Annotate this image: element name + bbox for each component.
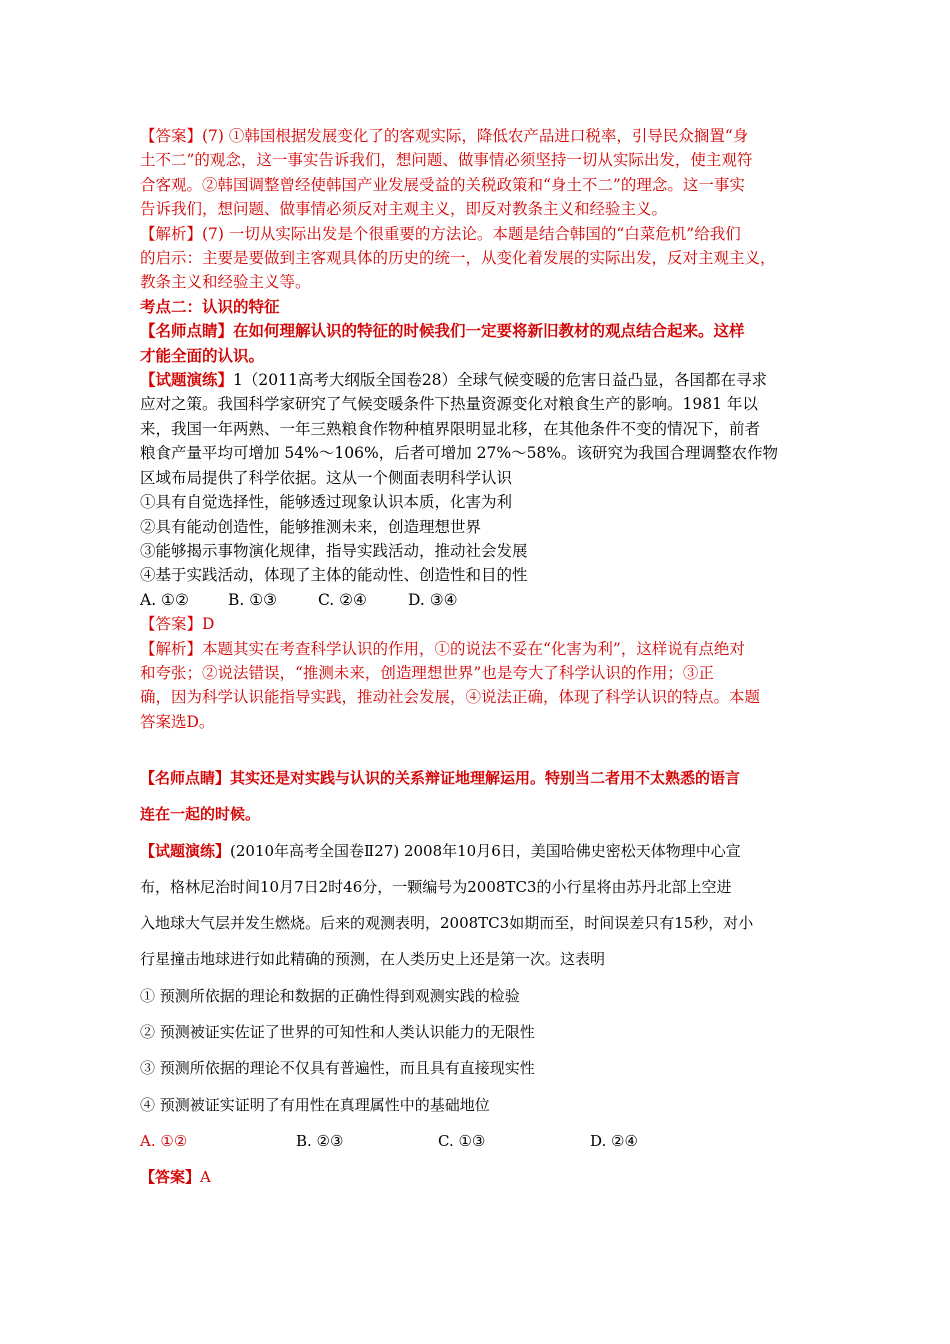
list-item: ① 预测所依据的理论和数据的正确性得到观测实践的检验 xyxy=(140,986,520,1005)
text-line: 【名师点睛】其实还是对实践与认识的关系辩证地理解运用。特别当二者用不太熟悉的语言 xyxy=(140,769,741,787)
list-item: ② 预测被证实佐证了世界的可知性和人类认识能力的无限性 xyxy=(140,1023,535,1042)
text-line: 确，因为科学认识能指导实践，推动社会发展，④说法正确，体现了科学认识的特点。本题 xyxy=(140,688,761,707)
section-two xyxy=(140,760,815,1196)
text-line: 告诉我们，想问题、做事情必须反对主观主义，即反对教条主义和经验主义。 xyxy=(140,200,668,219)
option-a: A. ①② xyxy=(140,590,189,609)
text-line: 【答案】(7) ①韩国根据发展变化了的客观实际，降低农产品进口税率，引导民众搁置“身 xyxy=(140,127,749,145)
text-line: 【名师点睛】在如何理解认识的特征的时候我们一定要将新旧教材的观点结合起来。这样 xyxy=(140,321,745,341)
exercise-block-2 xyxy=(140,833,815,1160)
text-line: 合客观。②韩国调整曾经使韩国产业发展受益的关税政策和“身土不二”的理念。这一事实 xyxy=(140,175,745,194)
text-line: 区域布局提供了科学依据。这从一个侧面表明科学认识 xyxy=(140,468,513,487)
exercise-block xyxy=(140,368,815,612)
list-item: ③能够揭示事物演化规律，指导实践活动，推动社会发展 xyxy=(140,541,528,560)
text-line: 粮食产量平均可增加 54%～106%，后者可增加 27%～58%。该研究为我国合理调整农作物 xyxy=(140,444,779,463)
list-item: ④ 预测被证实证明了有用性在真理属性中的基础地位 xyxy=(140,1095,490,1114)
text-line: 应对之策。我国科学家研究了气候变暖条件下热量资源变化对粮食生产的影响。1981 年以 xyxy=(140,395,758,414)
text-line: 入地球大气层并发生燃烧。后来的观测表明，2008TC3如期而至，时间误差只有15秒，对小 xyxy=(140,914,754,933)
answer-value: A xyxy=(200,1168,211,1187)
list-item: ①具有自觉选择性，能够透过现象认识本质，化害为利 xyxy=(140,493,513,512)
option-b: B. ①③ xyxy=(228,590,278,609)
answer: 【答案】D xyxy=(140,615,215,634)
answer-options xyxy=(140,588,815,612)
option-a: A. ①② xyxy=(140,1131,188,1150)
option-c: C. ②④ xyxy=(318,590,367,609)
option-b: B. ②③ xyxy=(296,1131,344,1150)
option-d: D. ②④ xyxy=(590,1131,638,1150)
text-line: 行星撞击地球进行如此精确的预测，在人类历史上还是第一次。这表明 xyxy=(140,950,606,969)
text-line: 和夸张；②说法错误，“推测未来，创造理想世界”也是夸大了科学认识的作用；③正 xyxy=(140,663,714,682)
answer-options xyxy=(140,1123,815,1159)
text-line: 布，格林尼治时间10月7日2时46分，一颗编号为2008TC3的小行星将由苏丹北部上空进 xyxy=(140,877,732,896)
text-line: 教条主义和经验主义等。 xyxy=(140,273,311,292)
answer-7 xyxy=(140,124,815,222)
teacher-tip xyxy=(140,319,815,368)
option-c: C. ①③ xyxy=(438,1131,486,1150)
list-item: ④基于实践活动，体现了主体的能动性、创造性和目的性 xyxy=(140,566,528,585)
text-line: 才能全面的认识。 xyxy=(140,345,265,365)
text-line: 【解析】(7) 一切从实际出发是个很重要的方法论。本题是结合韩国的“白菜危机”给我们 xyxy=(140,224,741,243)
text-line: 【试题演练】1（2011高考大纲版全国卷28）全球气候变暖的危害日益凸显，各国都在寻求 xyxy=(140,370,768,390)
list-item: ③ 预测所依据的理论不仅具有普遍性，而且具有直接现实性 xyxy=(140,1059,535,1078)
teacher-tip-2 xyxy=(140,760,815,833)
text-line: 连在一起的时候。 xyxy=(140,805,261,824)
exercise-label: 【试题演练】 xyxy=(140,370,234,390)
text-line: 来，我国一年两熟、一年三熟粮食作物种植界限明显北移，在其他条件不变的情况下，前者 xyxy=(140,419,761,438)
analysis-7 xyxy=(140,222,815,295)
exercise-label: 【试题演练】 xyxy=(140,841,231,860)
section-title: 考点二：认识的特征 xyxy=(140,296,280,316)
text-line: 的启示：主要是要做到主客观具体的历史的统一，从变化着发展的实际出发，反对主观主义， xyxy=(140,249,776,268)
section-one xyxy=(140,124,815,734)
text-line: 土不二”的观念，这一事实告诉我们，想问题、做事情必须坚持一切从实际出发，使主观符 xyxy=(140,151,753,170)
answer-label: 【答案】 xyxy=(140,1168,201,1187)
text-line: 答案选D。 xyxy=(140,712,215,731)
answer-2 xyxy=(140,1159,815,1195)
text-line: 【解析】本题其实在考查科学认识的作用，①的说法不妥在“化害为利”，这样说有点绝对 xyxy=(140,639,745,658)
text-line: 【试题演练】(2010年高考全国卷Ⅱ27) 2008年10月6日，美国哈佛史密松天体物理中心宣 xyxy=(140,841,741,860)
option-d: D. ③④ xyxy=(408,590,458,609)
analysis xyxy=(140,637,815,735)
list-item: ②具有能动创造性，能够推测未来，创造理想世界 xyxy=(140,517,482,536)
